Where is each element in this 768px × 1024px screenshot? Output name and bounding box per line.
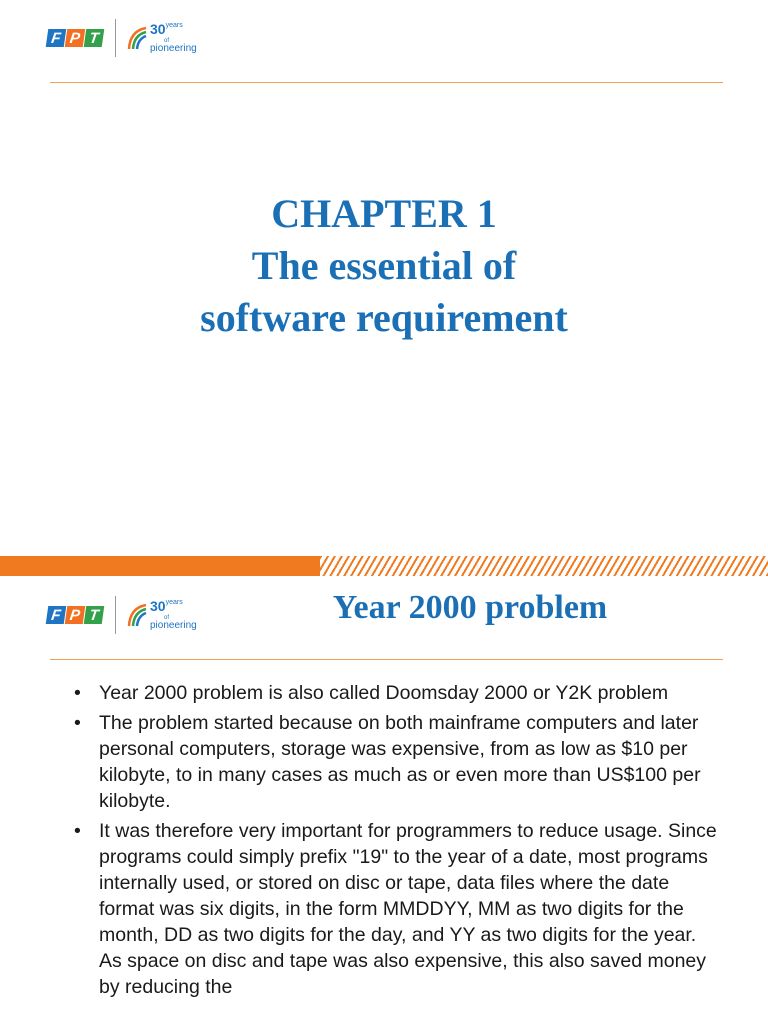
- anniversary-number: 30: [150, 598, 166, 614]
- fpt-logo: [47, 596, 197, 634]
- divider-stripes: [300, 556, 768, 576]
- anniversary-years: years: [165, 599, 183, 606]
- logo-divider: [115, 19, 116, 57]
- bullet-item: • It was therefore very important for programmers to reduce usage. Since programs could simply prefix "19" to the year of a date, most programs internally used, or stored on disc or tape, data files where the date format was six digits, in the form MMDDYY, MM as two digits for the month, DD as two digits for the day, and YY as two digits for the year. As space on disc and tape was also expensive, this also saved money by reducing the: [72, 818, 722, 1000]
- anniversary-word: pioneering: [150, 620, 197, 631]
- logo-divider: [115, 596, 116, 634]
- chapter-title-line-3: software requirement: [200, 295, 568, 340]
- fpt-letter-p: P: [65, 29, 86, 47]
- chapter-title-line-1: CHAPTER 1: [271, 191, 497, 236]
- fpt-letter-f: F: [46, 606, 67, 624]
- fpt-logo: [47, 19, 197, 57]
- anniversary-years: years: [165, 22, 183, 29]
- fpt-letter-f: F: [46, 29, 67, 47]
- anniversary-word: pioneering: [150, 43, 197, 54]
- fpt-wordmark: [47, 606, 103, 624]
- chapter-title: [0, 188, 768, 344]
- divider-solid: [0, 556, 320, 576]
- fpt-wordmark: [47, 29, 103, 47]
- bullet-item: • The problem started because on both mainframe computers and later personal computers, storage was expensive, from as low as $10 per kilobyte, to in many cases as much as or even more than US$100 per kilobyte.: [72, 710, 722, 814]
- anniversary-of: of: [164, 38, 170, 44]
- bullet-item: • Year 2000 problem is also called Doomsday 2000 or Y2K problem: [72, 680, 722, 706]
- fpt-letter-p: P: [65, 606, 86, 624]
- slide-title: Year 2000 problem: [332, 589, 608, 626]
- header-rule: [50, 659, 723, 660]
- header-rule: [50, 82, 723, 83]
- fpt-letter-t: T: [84, 606, 105, 624]
- rainbow-arc-icon: [126, 25, 148, 51]
- chapter-title-line-2: The essential of: [251, 243, 517, 288]
- slide-year-2000: [0, 576, 768, 1024]
- anniversary-logo: [126, 599, 197, 631]
- rainbow-arc-icon: [126, 602, 148, 628]
- fpt-letter-t: T: [84, 29, 105, 47]
- anniversary-of: of: [164, 615, 170, 621]
- bullet-list: [72, 680, 722, 1004]
- anniversary-logo: [126, 22, 197, 54]
- anniversary-number: 30: [150, 21, 166, 37]
- slide-divider-band: [0, 556, 768, 576]
